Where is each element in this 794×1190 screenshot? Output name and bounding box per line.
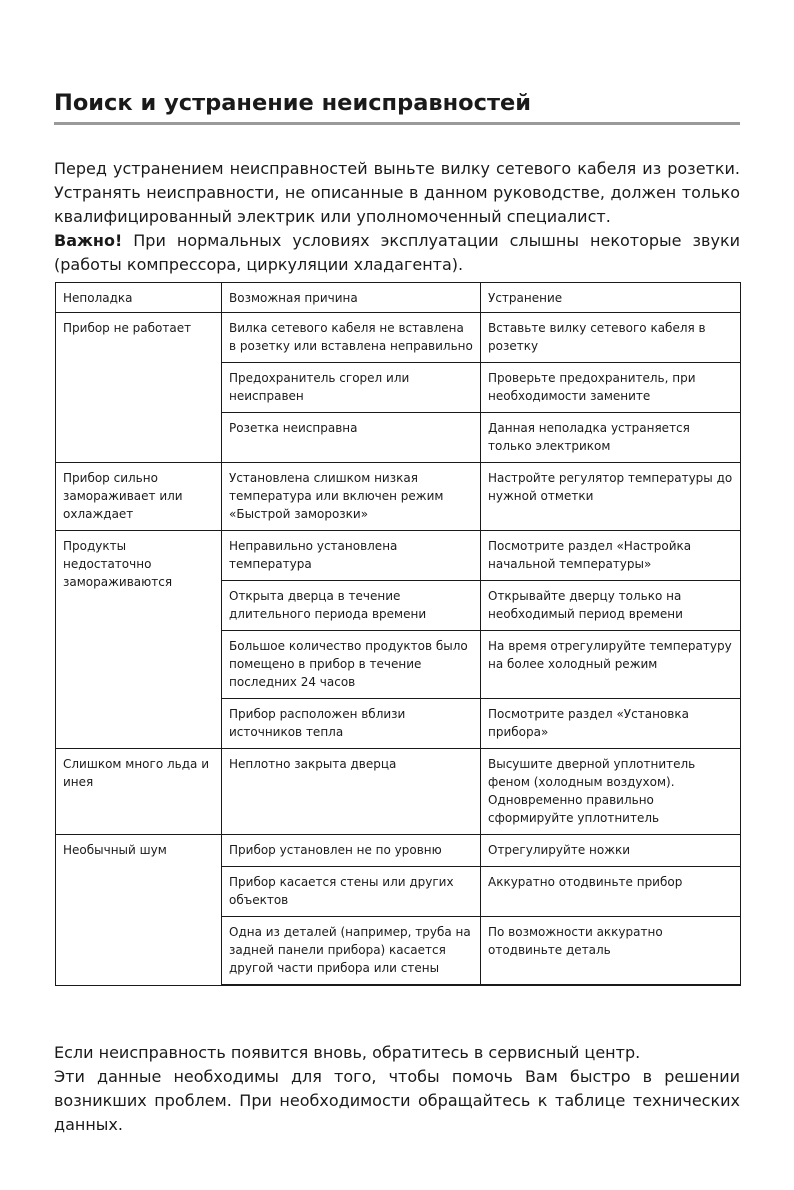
cause-cell: Розетка неисправна xyxy=(222,413,481,463)
important-note xyxy=(54,229,740,277)
fix-cell: Вставьте вилку сетевого кабеля в розетку xyxy=(481,313,741,363)
important-label: Важно! xyxy=(54,231,123,250)
table-row xyxy=(56,531,741,581)
outro-line-2: Эти данные необходимы для того, чтобы помочь Вам быстро в решении возникших проблем. При необходимости обращайтесь к таблице технических данных. xyxy=(54,1067,740,1134)
cause-cell: Прибор касается стены или других объектов xyxy=(222,867,481,917)
table-header-row xyxy=(56,283,741,313)
fix-cell: Высушите дверной уплотнитель феном (холодным воздухом). Одновременно правильно сформируйте уплотнитель xyxy=(481,749,741,835)
table-row xyxy=(56,463,741,531)
fix-cell: Данная неполадка устраняется только электриком xyxy=(481,413,741,463)
header-cause: Возможная причина xyxy=(222,283,481,313)
page-title: Поиск и устранение неисправностей xyxy=(54,90,532,116)
problem-cell: Прибор сильно замораживает или охлаждает xyxy=(56,463,222,531)
cause-cell: Прибор расположен вблизи источников тепла xyxy=(222,699,481,749)
fix-cell: Посмотрите раздел «Установка прибора» xyxy=(481,699,741,749)
cause-cell: Предохранитель сгорел или неисправен xyxy=(222,363,481,413)
outro-line-1: Если неисправность появится вновь, обратитесь в сервисный центр. xyxy=(54,1043,641,1062)
intro-paragraph: Перед устранением неисправностей выньте вилку сетевого кабеля из розетки. Устранять неисправности, не описанные в данном руководстве, должен только квалифицированный электрик или уполномоченный специалист. xyxy=(54,159,740,226)
cause-cell: Открыта дверца в течение длительного периода времени xyxy=(222,581,481,631)
problem-cell: Продукты недостаточно замораживаются xyxy=(56,531,222,749)
problem-cell: Прибор не работает xyxy=(56,313,222,463)
cause-cell: Вилка сетевого кабеля не вставлена в розетку или вставлена неправильно xyxy=(222,313,481,363)
header-problem: Неполадка xyxy=(56,283,222,313)
fix-cell: Посмотрите раздел «Настройка начальной температуры» xyxy=(481,531,741,581)
fix-cell: Открывайте дверцу только на необходимый период времени xyxy=(481,581,741,631)
table-row xyxy=(56,313,741,363)
fix-cell: Настройте регулятор температуры до нужной отметки xyxy=(481,463,741,531)
cause-cell: Неплотно закрыта дверца xyxy=(222,749,481,835)
problem-cell: Необычный шум xyxy=(56,835,222,986)
fix-cell: На время отрегулируйте температуру на более холодный режим xyxy=(481,631,741,699)
cause-cell: Прибор установлен не по уровню xyxy=(222,835,481,867)
troubleshooting-table xyxy=(55,282,741,986)
cause-cell: Установлена слишком низкая температура или включен режим «Быстрой заморозки» xyxy=(222,463,481,531)
table-row xyxy=(56,749,741,835)
title-divider xyxy=(54,122,740,125)
cause-cell: Неправильно установлена температура xyxy=(222,531,481,581)
intro-section xyxy=(54,157,740,277)
fix-cell: Аккуратно отодвиньте прибор xyxy=(481,867,741,917)
outro-section xyxy=(54,1041,740,1137)
fix-cell: Отрегулируйте ножки xyxy=(481,835,741,867)
fix-cell: По возможности аккуратно отодвиньте деталь xyxy=(481,917,741,986)
cause-cell: Одна из деталей (например, труба на задней панели прибора) касается другой части прибора или стены xyxy=(222,917,481,986)
table-row xyxy=(56,835,741,867)
cause-cell: Большое количество продуктов было помещено в прибор в течение последних 24 часов xyxy=(222,631,481,699)
problem-cell: Слишком много льда и инея xyxy=(56,749,222,835)
important-text: При нормальных условиях эксплуатации слышны некоторые звуки (работы компрессора, циркуляции хладагента). xyxy=(54,231,740,274)
fix-cell: Проверьте предохранитель, при необходимости замените xyxy=(481,363,741,413)
header-fix: Устранение xyxy=(481,283,741,313)
